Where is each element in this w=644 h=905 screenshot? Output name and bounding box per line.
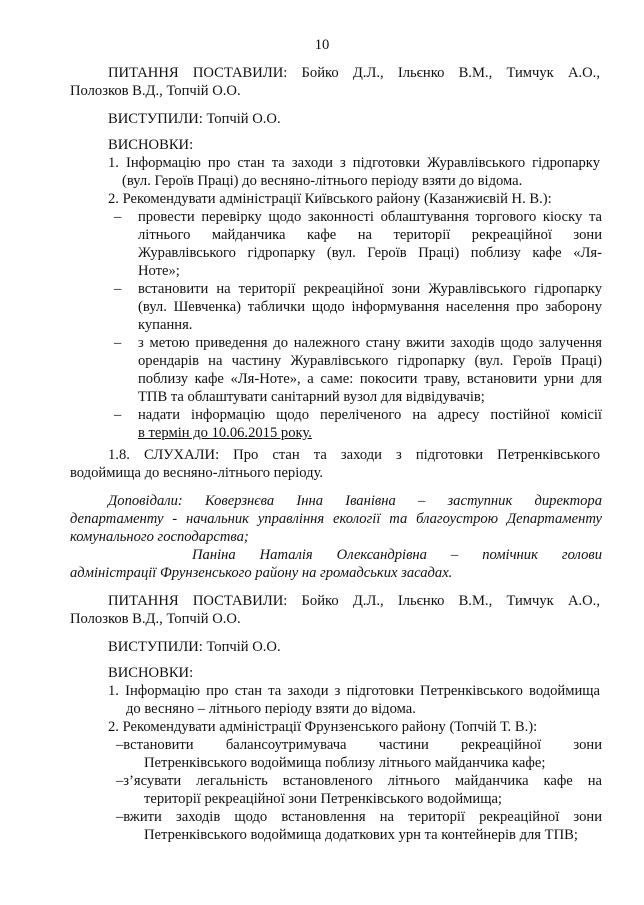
reporter-1-cont: департаменту - начальник управління екології та благоустрою Департаменту комунального господарства;	[70, 511, 602, 545]
deadline-text: в термін до 10.06.2015 року.	[138, 425, 312, 441]
conclusion-2-2: 2. Рекомендувати адміністрації Фрунзенського району (Топчій Т. В.):	[108, 719, 538, 735]
dash-bullet: –	[114, 281, 122, 297]
recommendation-list	[114, 208, 602, 442]
reporter-2-cont: адміністрації Фрунзенського району на громадських засадах.	[70, 565, 453, 581]
conclusion-2: 2. Рекомендувати адміністрації Київського району (Казанжиєвій Н. В.):	[108, 191, 552, 207]
recommendation-list-2	[116, 736, 602, 844]
heard-item-1-8-cont: водоймища до весняно-літнього періоду.	[70, 465, 324, 481]
conclusions-heading-2: ВИСНОВКИ:	[108, 665, 194, 681]
raised-questions-2-line-1: ПИТАННЯ ПОСТАВИЛИ: Бойко Д.Л., Ільєнко В.М., Тимчук А.О.,	[108, 593, 600, 609]
heard-item-1-8: 1.8. СЛУХАЛИ: Про стан та заходи з підготовки Петренківського	[108, 447, 600, 463]
raised-questions-2-line-2: Полозков В.Д., Топчій О.О.	[70, 611, 241, 627]
raised-questions-line-1: ПИТАННЯ ПОСТАВИЛИ: Бойко Д.Л., Ільєнко В.М., Тимчук А.О.,	[108, 65, 600, 81]
dash-bullet: –	[114, 335, 122, 351]
spoke-line: ВИСТУПИЛИ: Топчій О.О.	[108, 111, 281, 127]
list-item: – з метою приведення до належного стану вжити заходів щодо залучення орендарів на частину Журавлівського гідропарку (вул. Героїв Праці) поблизу кафе «Ля-Ноте», а саме: покосити траву, встановити урни для ТПВ та облаштувати санітарний вузол для відвідувачів;	[114, 335, 602, 405]
reporter-1: Доповідали: Коверзнєва Інна Іванівна – заступник директора	[108, 493, 602, 509]
raised-questions-line-2: Полозков В.Д., Топчій О.О.	[70, 83, 241, 99]
conclusion-2-1: 1. Інформацію про стан та заходи з підготовки Петренківського водоймища до весняно – літнього періоду взяти до відома.	[108, 683, 600, 717]
spoke-line-2: ВИСТУПИЛИ: Топчій О.О.	[108, 639, 281, 655]
list-item: –вжити заходів щодо встановлення на території рекреаційної зони Петренківського водоймища додаткових урн та контейнерів для ТПВ;	[116, 809, 602, 843]
list-item: – провести перевірку щодо законності облаштування торгового кіоску та літнього майданчика кафе на території рекреаційної зони Журавлівського гідропарку (вул. Героїв Праці) поблизу кафе «Ля- Ноте»;	[114, 209, 602, 279]
list-item: – встановити на території рекреаційної зони Журавлівського гідропарку (вул. Шевченка) таблички щодо інформування населення про заборону купання.	[114, 281, 602, 333]
dash-bullet: –	[114, 209, 122, 225]
reporter-2: Паніна Наталія Олександрівна – помічник голови	[192, 547, 602, 563]
conclusion-1: 1. Інформацію про стан та заходи з підготовки Журавлівського гідропарку (вул. Героїв Праці) до весняно-літнього періоду взяти до відома.	[108, 155, 600, 189]
list-item: –з’ясувати легальність встановленого літнього майданчика кафе на території рекреаційної зони Петренківського водоймища;	[116, 773, 602, 807]
page-number: 10	[314, 37, 330, 53]
dash-bullet: –	[114, 407, 122, 423]
conclusions-heading: ВИСНОВКИ:	[108, 137, 194, 153]
list-item: – надати інформацію щодо переліченого на адресу постійної комісії в термін до 10.06.2015 року.	[114, 407, 602, 441]
list-item: –встановити балансоутримувача частини рекреаційної зони Петренківського водоймища поблизу літнього майданчика кафе;	[116, 737, 602, 771]
